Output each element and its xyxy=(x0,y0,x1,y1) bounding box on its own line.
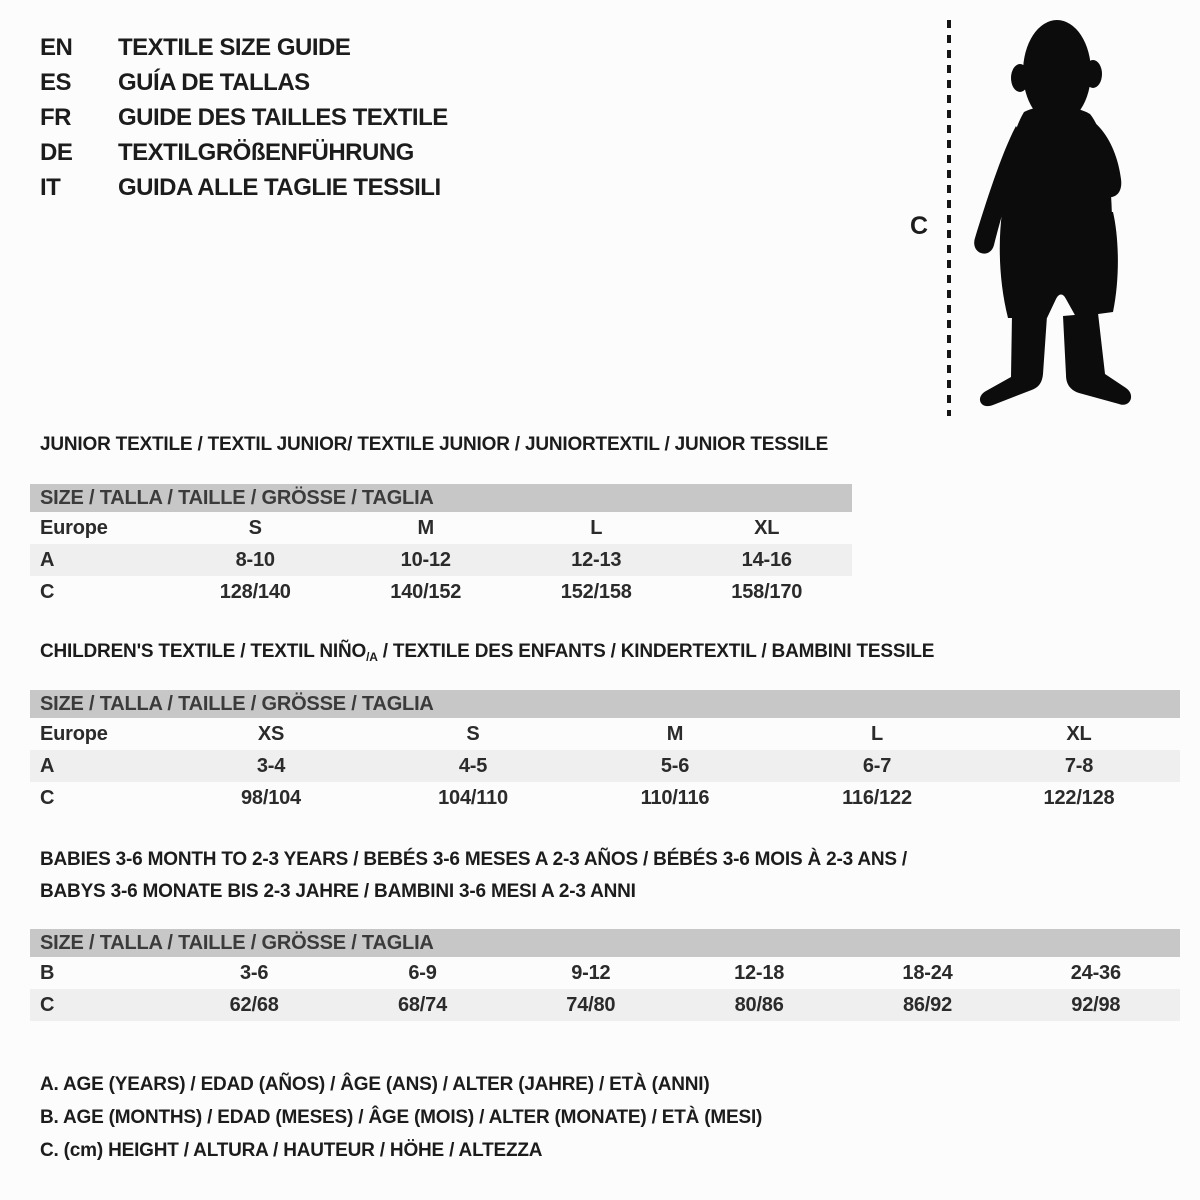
table-row-months xyxy=(30,957,1180,989)
row-label: Europe xyxy=(40,517,108,539)
children-title-prefix: CHILDREN'S TEXTILE / TEXTIL NIÑO xyxy=(40,641,367,662)
table-row-height xyxy=(30,782,1180,814)
legend-line-c: C. (cm) HEIGHT / ALTURA / HAUTEUR / HÖHE / ALTEZZA xyxy=(40,1140,543,1161)
legend-line-a: A. AGE (YEARS) / EDAD (AÑOS) / ÂGE (ANS) / ALTER (JAHRE) / ETÀ (ANNI) xyxy=(40,1074,710,1095)
size-cell: S xyxy=(248,517,262,539)
row-label: B xyxy=(40,962,55,984)
height-cell: 98/104 xyxy=(241,787,301,809)
age-cell: 3-4 xyxy=(256,755,286,777)
lang-code: ES xyxy=(40,69,72,96)
height-cell: 158/170 xyxy=(731,581,803,603)
height-measure-line xyxy=(947,20,951,416)
lang-code: EN xyxy=(40,34,73,61)
height-cell: 104/110 xyxy=(438,787,508,809)
row-label: C xyxy=(40,581,55,603)
lang-title: GUIDA ALLE TAGLIE TESSILI xyxy=(118,174,441,201)
months-cell: 12-18 xyxy=(734,962,785,984)
babies-section-title-line2: BABYS 3-6 MONATE BIS 2-3 JAHRE / BAMBINI 3-6 MESI A 2-3 ANNI xyxy=(40,881,636,902)
size-header-row: SIZE / TALLA / TAILLE / GRÖSSE / TAGLIA xyxy=(30,690,1180,718)
size-cell: S xyxy=(466,723,480,745)
height-cell: 152/158 xyxy=(560,581,632,603)
legend-line-b: B. AGE (MONTHS) / EDAD (MESES) / ÂGE (MOIS) / ALTER (MONATE) / ETÀ (MESI) xyxy=(40,1107,763,1128)
height-cell: 68/74 xyxy=(397,994,448,1016)
size-cell: XS xyxy=(257,723,285,745)
months-cell: 9-12 xyxy=(571,962,611,984)
row-label: Europe xyxy=(40,723,108,745)
babies-size-table xyxy=(30,929,1180,1021)
months-cell: 6-9 xyxy=(408,962,437,984)
lang-row-it xyxy=(40,170,448,205)
table-row-height xyxy=(30,989,1180,1021)
language-title-list xyxy=(40,30,448,205)
measurement-legend xyxy=(40,1068,762,1167)
height-measure-label: C xyxy=(910,212,929,240)
size-cell: M xyxy=(666,723,684,745)
row-label: A xyxy=(40,549,55,571)
age-cell: 6-7 xyxy=(862,755,892,777)
children-section-title xyxy=(40,641,934,664)
row-label: A xyxy=(40,755,55,777)
babies-section-title-line1: BABIES 3-6 MONTH TO 2-3 YEARS / BEBÉS 3-6 MESES A 2-3 AÑOS / BÉBÉS 3-6 MOIS À 2-3 ANS / xyxy=(40,849,908,870)
age-cell: 8-10 xyxy=(235,549,275,571)
height-cell: 122/128 xyxy=(1043,787,1115,809)
lang-row-fr xyxy=(40,100,448,135)
lang-title: GUIDE DES TAILLES TEXTILE xyxy=(118,104,448,131)
size-cell: XL xyxy=(1066,723,1092,745)
table-row-height xyxy=(30,576,852,608)
table-row-age xyxy=(30,544,852,576)
height-cell: 74/80 xyxy=(566,994,616,1016)
age-cell: 10-12 xyxy=(400,549,451,571)
children-size-table xyxy=(30,690,1180,814)
age-cell: 5-6 xyxy=(660,755,690,777)
table-row-age xyxy=(30,750,1180,782)
junior-size-table xyxy=(30,484,852,608)
age-cell: 12-13 xyxy=(571,549,622,571)
size-cell: L xyxy=(590,517,603,539)
months-cell: 18-24 xyxy=(902,962,953,984)
row-label: C xyxy=(40,994,55,1016)
age-cell: 14-16 xyxy=(741,549,792,571)
lang-row-en xyxy=(40,30,448,65)
row-label: C xyxy=(40,787,55,809)
lang-code: DE xyxy=(40,139,73,166)
children-title-subscript: /A xyxy=(366,650,378,664)
lang-row-de xyxy=(40,135,448,170)
height-cell: 128/140 xyxy=(219,581,291,603)
height-cell: 92/98 xyxy=(1071,994,1121,1016)
lang-code: FR xyxy=(40,104,71,131)
months-cell: 24-36 xyxy=(1070,962,1121,984)
lang-row-es xyxy=(40,65,448,100)
height-cell: 110/116 xyxy=(640,787,710,809)
lang-title: TEXTILGRÖßENFÜHRUNG xyxy=(118,139,414,166)
lang-title: TEXTILE SIZE GUIDE xyxy=(118,34,351,61)
size-cell: XL xyxy=(754,517,780,539)
children-title-suffix: / TEXTILE DES ENFANTS / KINDERTEXTIL / BAMBINI TESSILE xyxy=(377,641,935,662)
age-cell: 4-5 xyxy=(458,755,488,777)
height-cell: 62/68 xyxy=(229,994,279,1016)
table-row-europe xyxy=(30,718,1180,750)
height-cell: 86/92 xyxy=(902,994,952,1016)
junior-section-title: JUNIOR TEXTILE / TEXTIL JUNIOR/ TEXTILE JUNIOR / JUNIORTEXTIL / JUNIOR TESSILE xyxy=(40,434,829,455)
months-cell: 3-6 xyxy=(240,962,269,984)
height-cell: 80/86 xyxy=(734,994,784,1016)
age-cell: 7-8 xyxy=(1064,755,1094,777)
size-cell: L xyxy=(870,723,884,745)
size-cell: M xyxy=(417,517,434,539)
size-header-row: SIZE / TALLA / TAILLE / GRÖSSE / TAGLIA xyxy=(30,484,852,512)
height-cell: 116/122 xyxy=(842,787,912,809)
lang-title: GUÍA DE TALLAS xyxy=(118,69,310,96)
table-row-europe xyxy=(30,512,852,544)
size-header-row: SIZE / TALLA / TAILLE / GRÖSSE / TAGLIA xyxy=(30,929,1180,957)
toddler-silhouette-icon xyxy=(962,14,1142,416)
lang-code: IT xyxy=(40,174,61,201)
height-cell: 140/152 xyxy=(390,581,462,603)
